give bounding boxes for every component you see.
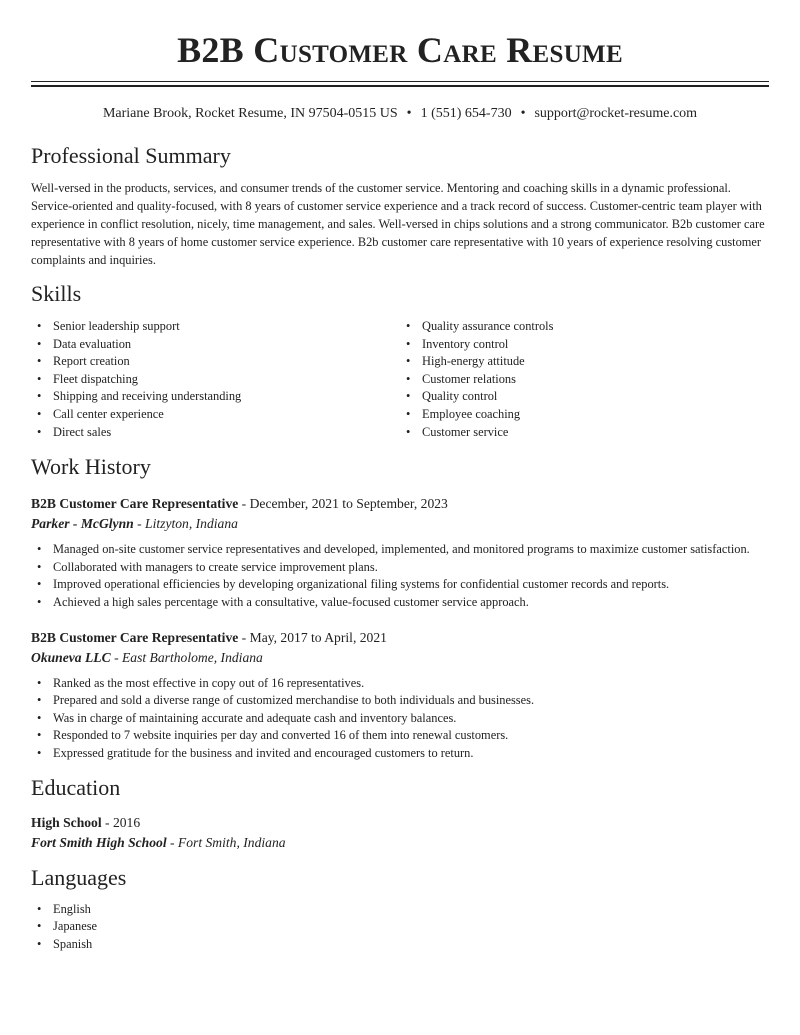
degree: High School [31, 814, 102, 830]
skill-item: • High-energy attitude [400, 353, 769, 371]
school-location: - Fort Smith, Indiana [166, 834, 286, 850]
job-bullet: • Ranked as the most effective in copy out of 16 representatives. [31, 675, 769, 693]
school-line [31, 833, 769, 853]
resume-title: B2B Customer Care Resume [177, 30, 623, 70]
job-title-line [31, 494, 769, 514]
summary-text: Well-versed in the products, services, and consumer trends of the customer service. Mentoring and coaching skills in a dynamic professional. Service-oriented and quality-focused, with 8 years of customer service experience and a track record of success. Customer-centric team player with experience in conflict resolution, nicely, time management, and sales. Well-versed in chips solutions and a strong communicator. B2b customer care representative with 8 years of home customer service experience. B2b customer care representative with 10 years of experience resolving customer complaints and inquiries. [31, 181, 765, 267]
skill-item: • Call center experience [31, 406, 400, 424]
contact-phone[interactable]: 1 (551) 654-730 [420, 106, 512, 121]
job-bullet: • Achieved a high sales percentage with a consultative, value-focused customer service approach. [31, 594, 769, 612]
skills-list [31, 318, 769, 441]
skill-item: • Customer service [400, 424, 769, 442]
job-title: B2B Customer Care Representative [31, 496, 239, 512]
job-bullet: • Prepared and sold a diverse range of customized merchandise to both individuals and businesses. [31, 692, 769, 710]
employer-line [31, 514, 769, 534]
contact-separator: • [406, 106, 412, 121]
skills-column-left [31, 318, 400, 441]
languages-list [31, 901, 769, 954]
languages-heading: Languages [31, 864, 127, 890]
job-title-line [31, 628, 769, 648]
job-bullet: • Was in charge of maintaining accurate and adequate cash and inventory balances. [31, 710, 769, 728]
education-entry [31, 813, 769, 853]
skills-heading: Skills [31, 281, 82, 306]
contact-email[interactable]: support@rocket-resume.com [534, 106, 698, 121]
graduation-year: - 2016 [101, 814, 141, 830]
employer-name: Okuneva LLC [31, 649, 111, 665]
skill-item: • Shipping and receiving understanding [31, 388, 400, 406]
skill-item: • Fleet dispatching [31, 371, 400, 389]
summary-heading: Professional Summary [31, 143, 231, 168]
contact-address: Mariane Brook, Rocket Resume, IN 97504-0515 US [102, 106, 398, 121]
job-entry [31, 494, 769, 611]
job-bullet: • Improved operational efficiencies by developing organizational filing systems for confidential customer records and reports. [31, 576, 769, 594]
job-title: B2B Customer Care Representative [31, 629, 239, 645]
employer-name: Parker - McGlynn [31, 516, 134, 532]
language-item: • Spanish [31, 936, 769, 954]
work-history-heading: Work History [31, 454, 151, 480]
skill-item: • Senior leadership support [31, 318, 400, 336]
language-item: • Japanese [31, 918, 769, 936]
skill-item: • Inventory control [400, 336, 769, 354]
job-entry [31, 628, 769, 763]
contact-line [31, 105, 769, 123]
job-dates: - December, 2021 to September, 2023 [238, 496, 448, 512]
degree-line [31, 813, 769, 833]
skill-item: • Quality control [400, 388, 769, 406]
employer-location: - Litzyton, Indiana [133, 516, 238, 532]
language-item: • English [31, 901, 769, 919]
skills-column-right [400, 318, 769, 441]
education-heading: Education [31, 774, 121, 800]
skill-item: • Customer relations [400, 371, 769, 389]
job-bullet: • Collaborated with managers to create service improvement plans. [31, 559, 769, 577]
employer-line [31, 648, 769, 668]
job-bullet: • Expressed gratitude for the business and invited and encouraged customers to return. [31, 745, 769, 763]
job-dates: - May, 2017 to April, 2021 [238, 629, 387, 645]
job-bullet: • Managed on-site customer service representatives and developed, implemented, and monitored programs to maximize customer satisfaction. [31, 541, 769, 559]
contact-separator: • [520, 106, 526, 121]
skill-item: • Direct sales [31, 424, 400, 442]
skill-item: • Report creation [31, 353, 400, 371]
school-name: Fort Smith High School [31, 834, 167, 850]
skill-item: • Employee coaching [400, 406, 769, 424]
employer-location: - East Bartholome, Indiana [110, 649, 263, 665]
job-bullet: • Responded to 7 website inquiries per day and converted 16 of them into renewal customers. [31, 727, 769, 745]
title-divider [31, 81, 769, 87]
skill-item: • Data evaluation [31, 336, 400, 354]
job-bullets [31, 675, 769, 763]
job-bullets [31, 541, 769, 611]
skill-item: • Quality assurance controls [400, 318, 769, 336]
